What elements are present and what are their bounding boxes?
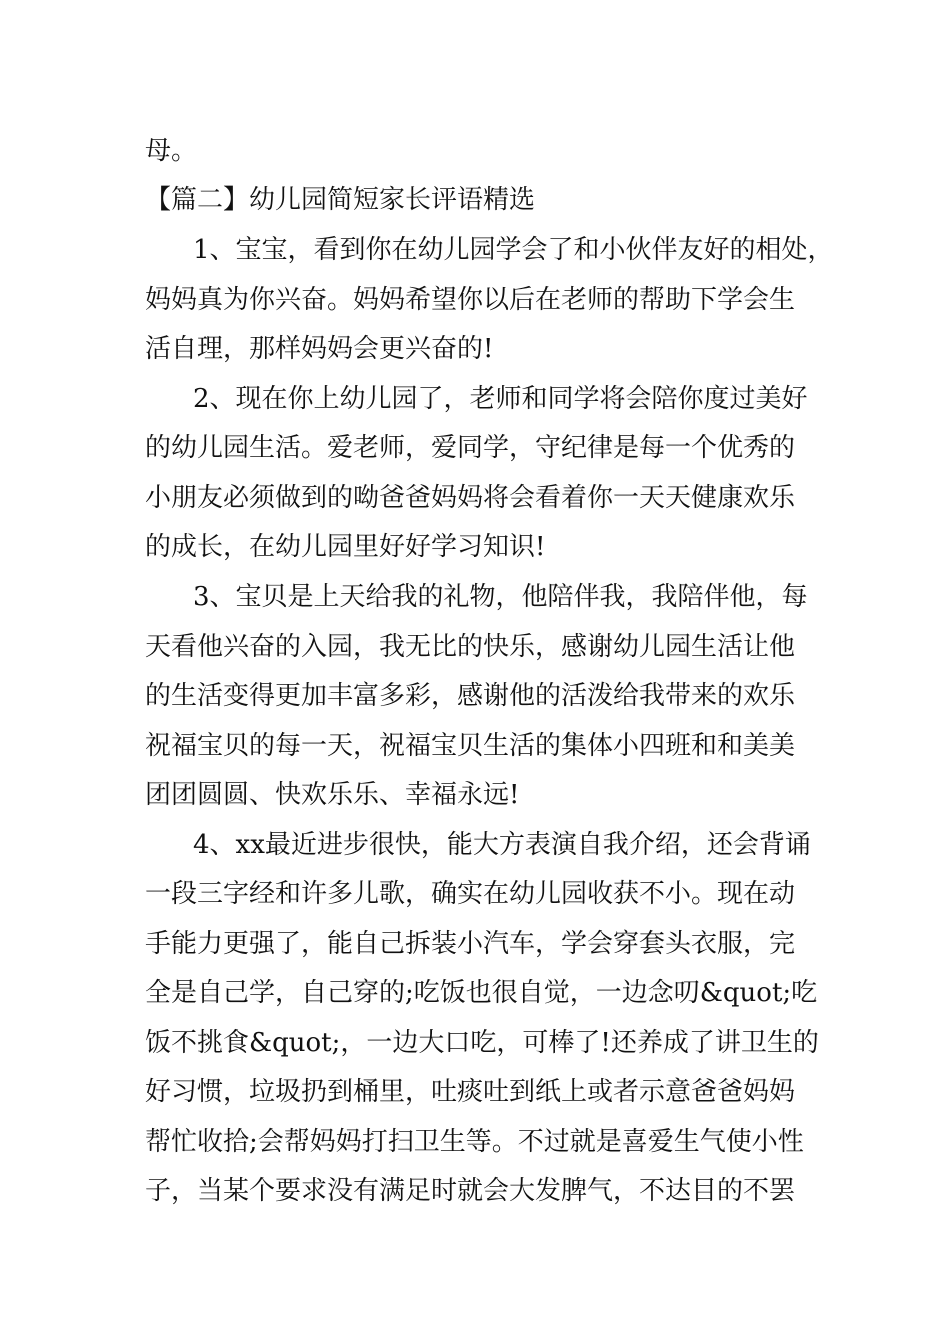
text-line: 饭不挑食&quot;，一边大口吃，可棒了!还养成了讲卫生的 [145, 1028, 819, 1058]
text-line: 手能力更强了，能自己拆装小汽车，学会穿套头衣服，完 [145, 929, 796, 959]
text-line: 天看他兴奋的入园，我无比的快乐，感谢幼儿园生活让他 [145, 632, 796, 662]
text-line: 祝福宝贝的每一天，祝福宝贝生活的集体小四班和和美美 [145, 731, 796, 761]
text-line: 帮忙收拾;会帮妈妈打扫卫生等。不过就是喜爱生气使小性 [145, 1127, 804, 1157]
text-line: 3、宝贝是上天给我的礼物，他陪伴我，我陪伴他，每 [193, 582, 808, 612]
text-line: 一段三字经和许多儿歌，确实在幼儿园收获不小。现在动 [145, 879, 796, 909]
text-line: 妈妈真为你兴奋。妈妈希望你以后在老师的帮助下学会生 [145, 285, 796, 315]
text-line: 1、宝宝，看到你在幼儿园学会了和小伙伴友好的相处， [193, 235, 834, 265]
text-line: 团团圆圆、快欢乐乐、幸福永远! [145, 780, 520, 810]
text-line: 2、现在你上幼儿园了，老师和同学将会陪你度过美好 [193, 384, 808, 414]
text-line: 小朋友必须做到的呦爸爸妈妈将会看着你一天天健康欢乐 [145, 483, 796, 513]
text-line: 活自理，那样妈妈会更兴奋的! [145, 334, 494, 364]
text-line: 好习惯，垃圾扔到桶里，吐痰吐到纸上或者示意爸爸妈妈 [145, 1077, 796, 1107]
text-line: 全是自己学，自己穿的;吃饭也很自觉，一边念叨&quot;吃 [145, 978, 818, 1008]
text-line: 的幼儿园生活。爱老师，爱同学，守纪律是每一个优秀的 [145, 433, 796, 463]
text-line: 母。 [145, 136, 198, 166]
text-line: 4、xx最近进步很快，能大方表演自我介绍，还会背诵 [193, 830, 811, 860]
section-heading: 【篇二】幼儿园简短家长评语精选 [145, 185, 536, 215]
text-line: 的生活变得更加丰富多彩，感谢他的活泼给我带来的欢乐 [145, 681, 796, 711]
text-line: 子，当某个要求没有满足时就会大发脾气，不达目的不罢 [145, 1176, 796, 1206]
text-line: 的成长，在幼儿园里好好学习知识! [145, 532, 546, 562]
